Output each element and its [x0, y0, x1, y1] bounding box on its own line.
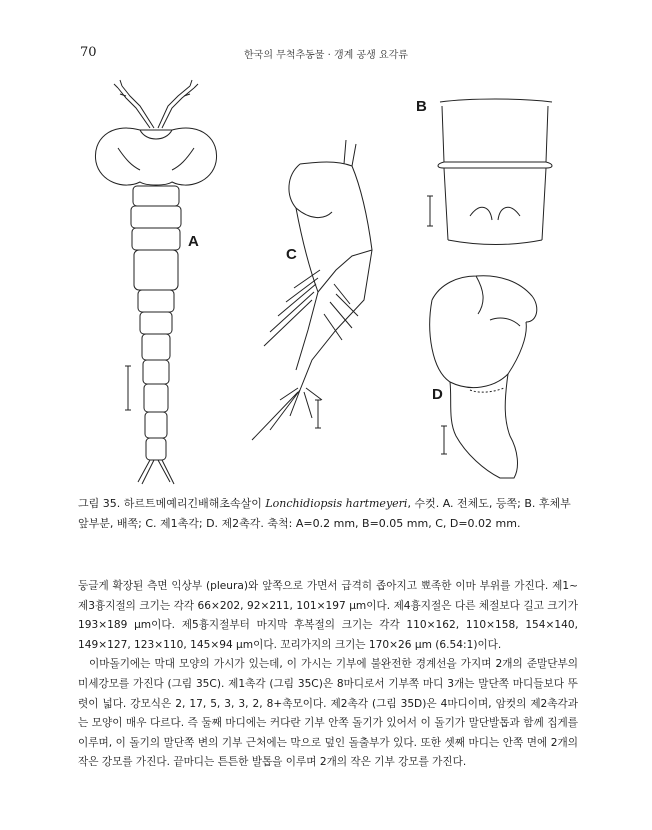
- figure-plate: [0, 70, 652, 490]
- caption-prefix: 그림 35. 하르트메예리긴배해초속살이: [78, 497, 266, 510]
- panel-label-b: B: [416, 98, 427, 115]
- panel-a-drawing: [95, 80, 216, 484]
- panel-b-drawing: [427, 99, 552, 245]
- running-head: 한국의 무척추동물 · 갱계 공생 요각류: [244, 50, 408, 61]
- figure-caption: [78, 494, 578, 534]
- panel-c-drawing: [252, 140, 372, 440]
- figure-drawing: [0, 70, 652, 490]
- page-number: 70: [80, 45, 97, 60]
- panel-label-a: A: [188, 233, 199, 250]
- paragraph: 둥글게 확장된 측면 익상부 (pleura)와 앞쪽으로 가면서 급격히 좁아지고 뾰족한 이마 부위를 가진다. 제1~제3흉지절의 크기는 각각 66×202, 92×211, 101×197 μm이다. 제4흉지절은 다른 체절보다 길고 크기가 193×189 μm이다. 제5흉지절부터 마지막 후복절의 크기는 각각 110×162, 110×158, 154×140, 149×127, 123×110, 145×94 μm이다. 꼬리가지의 크기는 170×26 μm (6.54:1)이다.: [78, 580, 578, 651]
- panel-label-d: D: [432, 386, 443, 403]
- panel-label-c: C: [286, 246, 297, 263]
- caption-species: Lonchidiopsis hartmeyeri: [265, 497, 408, 510]
- panel-d-drawing: [430, 276, 537, 478]
- paragraph: 이마돌기에는 막대 모양의 가시가 있는데, 이 가시는 기부에 불완전한 경계선을 가지며 2개의 준말단부의 미세강모를 가진다 (그림 35C). 제1촉각 (그림 35C)은 8마디로서 기부쪽 마디 3개는 말단쪽 마디들보다 뚜렷이 넓다. 강모식은 2, 17, 5, 3, 3, 2, 8+촉모이다. 제2촉각 (그림 35D)은 4마디이며, 암컷의 제2촉각과는 모양이 매우 다르다. 즉 둘째 마디에는 커다란 기부 안쪽 돌기가 있어서 이 돌기가 말단발톱과 함께 집게를 이루며, 이 돌기의 말단쪽 변의 기부 근처에는 막으로 덮인 돌출부가 있다. 또한 셋째 마디는 안쪽 면에 2개의 작은 강모를 가진다. 끝마디는 튼튼한 발톱을 이루며 2개의 작은 기부 강모를 가진다.: [78, 658, 578, 769]
- body-text: [78, 577, 578, 773]
- caption-rest: , 수컷. A. 전체도, 등쪽; B. 후체부 앞부분, 배쪽; C. 제1촉각; D. 제2촉각. 축척: A=0.2 mm, B=0.05 mm, C, D=0.02 mm.: [78, 497, 571, 530]
